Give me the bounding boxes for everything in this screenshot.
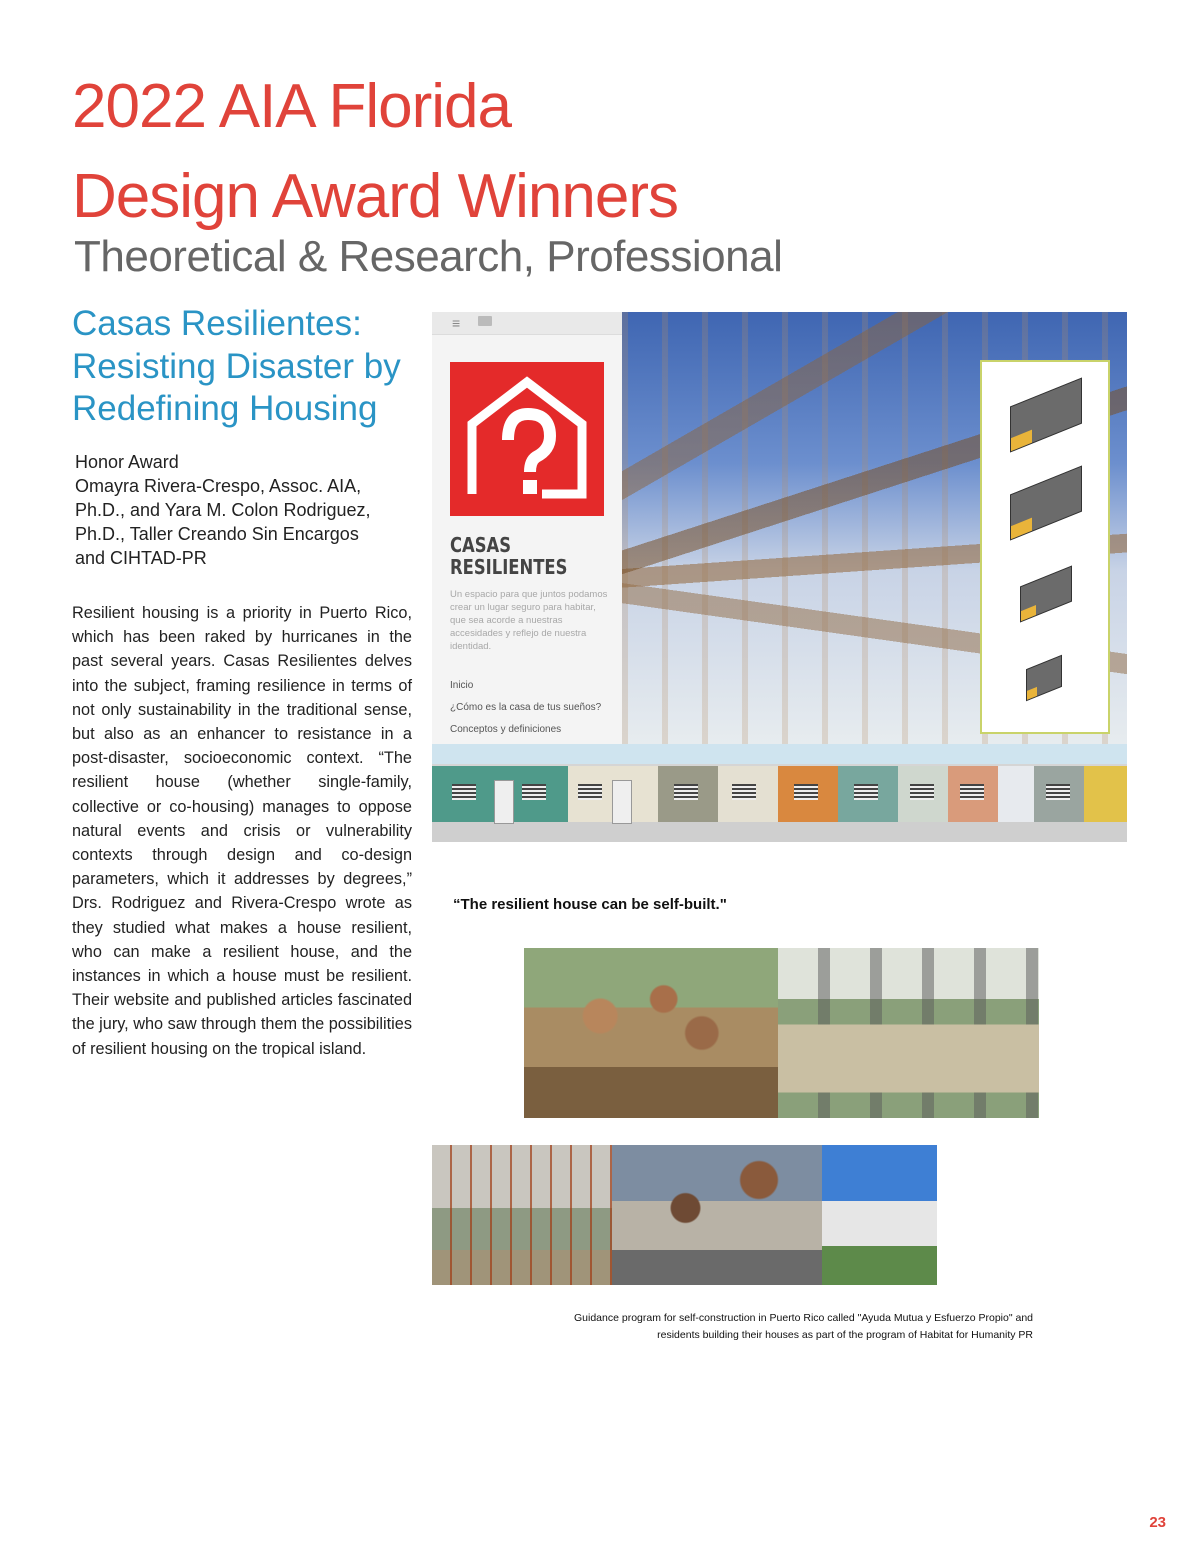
credit-line: and CIHTAD-PR [75,548,207,568]
award-credits [75,450,405,570]
nav-item-inicio[interactable]: Inicio [450,680,474,691]
house-facade [948,766,998,822]
house-facade [778,766,838,822]
axonometric-house-diagram [1010,377,1082,452]
project-title-line-3: Redefining Housing [72,389,378,429]
credit-line: Honor Award [75,452,179,472]
pull-quote: “The resilient house can be self-built." [453,896,727,913]
house-question-logo-icon [450,362,604,516]
title-line-1: 2022 AIA Florida [72,72,511,141]
credit-line: Omayra Rivera-Crespo, Assoc. AIA, [75,476,362,496]
project-title-line-1: Casas Resilientes: [72,304,362,343]
article-body: Resilient housing is a priority in Puerto Rico, which has been raked by hurricanes in the past several years. Casas Resilientes delves into the subject, framing resilience in terms of not only sustainability in the traditional sense, but also as an enhancer to resistance in a post-disaster, socioeconomic context. “The resilient house (whether single-family, collective or co-housing) manages to oppose natural events and crisis or vulnerability contexts through design and co-design parameters, which it addresses by degrees,” Drs. Rodriguez and Rivera-Crespo wrote as they studied what makes a house resilient, who can make a resilient house, and the instances in which a house must be resilient. Their website and published articles fascinated the jury, who saw through them the possibilities of resilient housing on the tropical island. [72,604,412,1058]
caption-line-1: Guidance program for self-construction in Puerto Rico called "Ayuda Mutua y Esfuerzo Propio" and [574,1312,1033,1324]
axonometric-house-diagram [1010,465,1082,540]
title-line-2: Design Award Winners [72,161,679,231]
axonometric-house-diagram [1020,565,1072,622]
house-facade [898,766,948,822]
brand-line-1: CASAS [450,533,512,557]
caption-line-2: residents building their houses as part of the program of Habitat for Humanity PR [657,1329,1033,1341]
folder-icon [478,316,492,326]
website-topbar [432,312,622,335]
row-houses-photo [822,1145,937,1285]
brand-line-2: RESILIENTES [450,555,568,579]
house-facade [568,766,658,822]
house-construction-photo [778,948,1039,1118]
house-facade [432,766,568,822]
rebar-site-photo [432,1145,612,1285]
project-title-line-2: Resisting Disaster by [72,346,401,386]
project-title [72,303,412,431]
credit-line: Ph.D., and Yara M. Colon Rodriguez, [75,500,371,520]
website-screenshot [432,312,1127,842]
page-number: 23 [1149,1514,1166,1531]
house-facade [658,766,718,822]
axonometric-house-diagram [1026,655,1062,702]
page-title [72,62,972,242]
website-brand [450,534,589,578]
workers-photo [524,948,778,1118]
house-facade [838,766,898,822]
house-facade [1084,766,1127,822]
house-facade [998,766,1034,822]
nav-item-concepts[interactable]: Conceptos y definiciones [450,724,562,735]
website-sidebar [432,312,622,744]
house-facade [718,766,778,822]
house-elevation-strip [432,744,1127,842]
website-tagline: Un espacio para que juntos podamos crear un lugar seguro para habitar, que sea acorde a nuestras accesidades y reflejo de nuestra identidad. [450,589,608,652]
block-laying-photo [612,1145,822,1285]
nav-item-dream-house[interactable]: ¿Cómo es la casa de tus sueños? [450,702,602,713]
menu-icon: ≡ [452,315,461,331]
house-facade [1034,766,1084,822]
category-subtitle: Theoretical & Research, Professional [74,232,783,281]
photo-caption [470,1310,1033,1344]
axonometric-diagrams [980,360,1110,734]
credit-line: Ph.D., Taller Creando Sin Encargos [75,524,359,544]
